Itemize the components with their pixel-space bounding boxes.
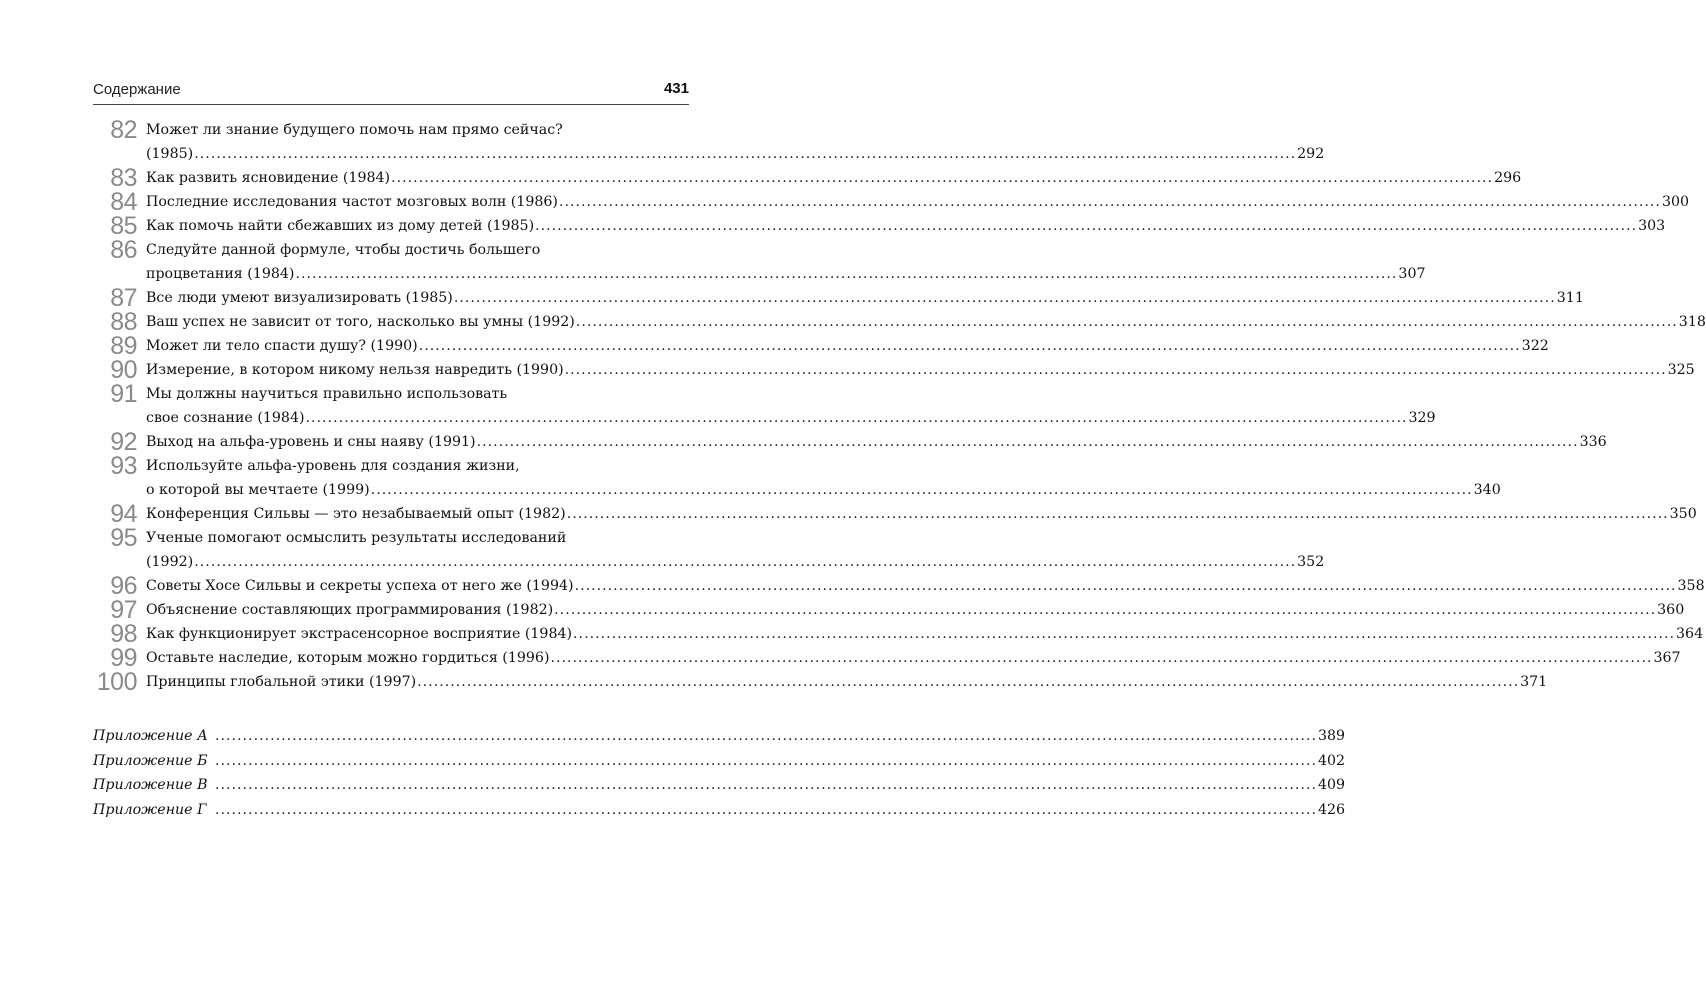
toc-entry — [93, 284, 1584, 312]
toc-entry — [93, 212, 1666, 240]
chapter-title: Объяснение составляющих программирования (1982) — [146, 602, 554, 618]
chapter-number: 83 — [110, 164, 137, 192]
dot-leader — [194, 550, 1296, 574]
chapter-page: 322 — [1521, 338, 1549, 354]
toc-entry — [93, 620, 1704, 648]
dot-leader — [391, 166, 1493, 190]
toc-entry — [93, 308, 1706, 336]
dot-leader — [554, 598, 1656, 622]
chapter-title: Все люди умеют визуализировать (1985) — [146, 290, 453, 306]
page-number: 431 — [663, 80, 689, 97]
toc-entry — [93, 116, 1325, 166]
toc-entry — [93, 428, 1607, 456]
chapter-page: 371 — [1520, 674, 1548, 690]
chapter-title: Последние исследования частот мозговых волн (1986) — [146, 194, 558, 210]
appendix-entry — [93, 798, 1346, 823]
chapter-page: 307 — [1398, 266, 1426, 282]
chapter-title: Как развить ясновидение (1984) — [146, 170, 391, 186]
chapter-page: 352 — [1297, 554, 1325, 570]
chapter-title: Принципы глобальной этики (1997) — [146, 674, 417, 690]
chapter-title: Советы Хосе Сильвы и секреты успеха от него же (1994) — [146, 578, 574, 594]
toc-entry — [93, 500, 1697, 528]
dot-leader — [477, 430, 1579, 454]
chapter-title: Как помочь найти сбежавших из дому детей (1985) — [146, 218, 535, 234]
dot-leader — [535, 214, 1637, 238]
chapter-title: (1985) — [146, 146, 194, 162]
chapter-title: Измерение, в котором никому нельзя навредить (1990) — [146, 362, 564, 378]
chapter-title-line — [146, 142, 1324, 166]
toc-entry — [93, 188, 1690, 216]
chapter-title-line — [146, 670, 1547, 694]
chapter-title-line — [146, 406, 1436, 430]
chapter-page: 303 — [1638, 218, 1666, 234]
page-header — [93, 80, 689, 105]
chapter-page: 292 — [1297, 146, 1325, 162]
dot-leader — [575, 574, 1677, 598]
chapter-title-line — [146, 598, 1684, 622]
toc-entry — [93, 452, 1501, 502]
chapter-number: 85 — [110, 212, 137, 240]
toc-entry — [93, 332, 1549, 360]
appendix-entry — [93, 773, 1346, 798]
chapter-page: 325 — [1667, 362, 1695, 378]
chapter-page: 367 — [1653, 650, 1681, 666]
chapter-page: 340 — [1473, 482, 1501, 498]
dot-leader — [215, 749, 1317, 774]
chapter-title-line — [146, 622, 1703, 646]
chapter-title: Конференция Сильвы — это незабываемый опыт (1982) — [146, 506, 566, 522]
chapter-number: 94 — [110, 500, 137, 528]
chapter-page: 336 — [1579, 434, 1607, 450]
chapter-page: 318 — [1678, 314, 1706, 330]
appendix-title: Приложение Г — [93, 802, 207, 819]
toc-entry — [93, 356, 1695, 384]
chapter-title-line — [146, 646, 1681, 670]
chapter-number: 87 — [110, 284, 137, 312]
appendix-page: 426 — [1317, 802, 1346, 819]
dot-leader — [417, 670, 1519, 694]
appendix-title: Приложение А — [93, 728, 208, 744]
chapter-title-line — [146, 118, 1324, 142]
dot-leader — [551, 646, 1653, 670]
chapter-title-line — [146, 550, 1324, 574]
chapter-page: 300 — [1661, 194, 1690, 210]
chapter-title: о которой вы мечтаете (1999) — [146, 482, 370, 498]
chapter-title: Мы должны научиться правильно использовать — [146, 386, 508, 402]
dot-leader — [565, 358, 1667, 382]
dot-leader — [295, 262, 1397, 286]
chapter-number: 96 — [110, 572, 137, 600]
chapter-title: Выход на альфа-уровень и сны наяву (1991) — [146, 434, 476, 450]
chapter-title-line — [146, 574, 1705, 598]
chapter-title: Может ли знание будущего помочь нам прямо сейчас? — [146, 122, 563, 138]
chapter-title: Оставьте наследие, которым можно гордиться (1996) — [146, 650, 550, 666]
dot-leader — [567, 502, 1669, 526]
chapter-title-line — [146, 286, 1584, 310]
dot-leader — [573, 622, 1675, 646]
dot-leader — [306, 406, 1408, 430]
chapter-title-line — [146, 358, 1695, 382]
appendix-list — [93, 724, 1346, 823]
toc-entry — [93, 236, 1426, 286]
chapter-title-line — [146, 214, 1665, 238]
chapter-number: 89 — [110, 332, 137, 360]
dot-leader — [371, 478, 1473, 502]
dot-leader — [454, 286, 1556, 310]
chapter-page: 350 — [1669, 506, 1697, 522]
chapter-title: Может ли тело спасти душу? (1990) — [146, 338, 418, 354]
chapter-title-line — [146, 478, 1501, 502]
toc-entry — [93, 164, 1522, 192]
dot-leader — [194, 142, 1296, 166]
chapter-page: 360 — [1657, 602, 1685, 618]
chapter-number: 88 — [110, 308, 137, 336]
chapter-title-line — [146, 262, 1426, 286]
toc-entry — [93, 596, 1685, 624]
chapter-number: 86 — [110, 236, 137, 264]
chapter-number: 98 — [110, 620, 137, 648]
chapter-title-line — [146, 166, 1521, 190]
chapter-title: Используйте альфа-уровень для создания жизни, — [146, 458, 520, 474]
dot-leader — [215, 773, 1317, 798]
dot-leader — [215, 724, 1317, 749]
toc-entry — [93, 668, 1548, 696]
chapter-number: 84 — [110, 188, 137, 216]
chapter-title: Следуйте данной формуле, чтобы достичь большего — [146, 242, 541, 258]
chapter-title-line — [146, 334, 1549, 358]
chapter-number: 92 — [110, 428, 137, 456]
chapter-page: 358 — [1677, 578, 1705, 594]
appendix-title: Приложение Б — [93, 752, 208, 769]
dot-leader — [576, 310, 1678, 334]
appendix-page: 389 — [1317, 728, 1346, 744]
chapter-page: 364 — [1676, 626, 1704, 642]
toc-entry — [93, 524, 1325, 574]
dot-leader — [559, 190, 1661, 214]
chapter-title-line — [146, 382, 1436, 406]
table-of-contents — [93, 116, 1706, 696]
chapter-title-line — [146, 190, 1689, 214]
appendix-page: 409 — [1317, 777, 1346, 794]
chapter-title: (1992) — [146, 554, 194, 570]
chapter-number: 82 — [110, 116, 137, 144]
chapter-title: процветания (1984) — [146, 266, 295, 282]
toc-entry — [93, 644, 1681, 672]
toc-entry — [93, 572, 1705, 600]
appendix-page: 402 — [1317, 752, 1346, 769]
chapter-title: Ваш успех не зависит от того, насколько вы умны (1992) — [146, 314, 575, 330]
chapter-title: Как функционирует экстрасенсорное восприятие (1984) — [146, 626, 573, 642]
chapter-title-line — [146, 310, 1706, 334]
chapter-page: 311 — [1556, 290, 1584, 306]
chapter-title-line — [146, 238, 1426, 262]
chapter-title-line — [146, 454, 1501, 478]
chapter-number: 93 — [110, 452, 137, 480]
dot-leader — [419, 334, 1521, 358]
chapter-title-line — [146, 526, 1324, 550]
appendix-entry — [93, 749, 1346, 774]
chapter-number: 91 — [110, 380, 137, 408]
appendix-entry — [93, 724, 1346, 749]
chapter-title-line — [146, 502, 1697, 526]
chapter-page: 329 — [1408, 410, 1436, 426]
running-title: Содержание — [93, 81, 181, 98]
chapter-title-line — [146, 430, 1607, 454]
toc-entry — [93, 380, 1436, 430]
chapter-page: 296 — [1494, 170, 1522, 186]
appendix-title: Приложение В — [93, 777, 208, 794]
chapter-number: 99 — [110, 644, 137, 672]
chapter-number: 90 — [110, 356, 137, 384]
chapter-number: 97 — [110, 596, 137, 624]
chapter-title: свое сознание (1984) — [146, 410, 305, 426]
chapter-title: Ученые помогают осмыслить результаты исследований — [146, 530, 567, 546]
dot-leader — [215, 798, 1317, 823]
chapter-number: 100 — [96, 668, 137, 696]
chapter-number: 95 — [110, 524, 137, 552]
